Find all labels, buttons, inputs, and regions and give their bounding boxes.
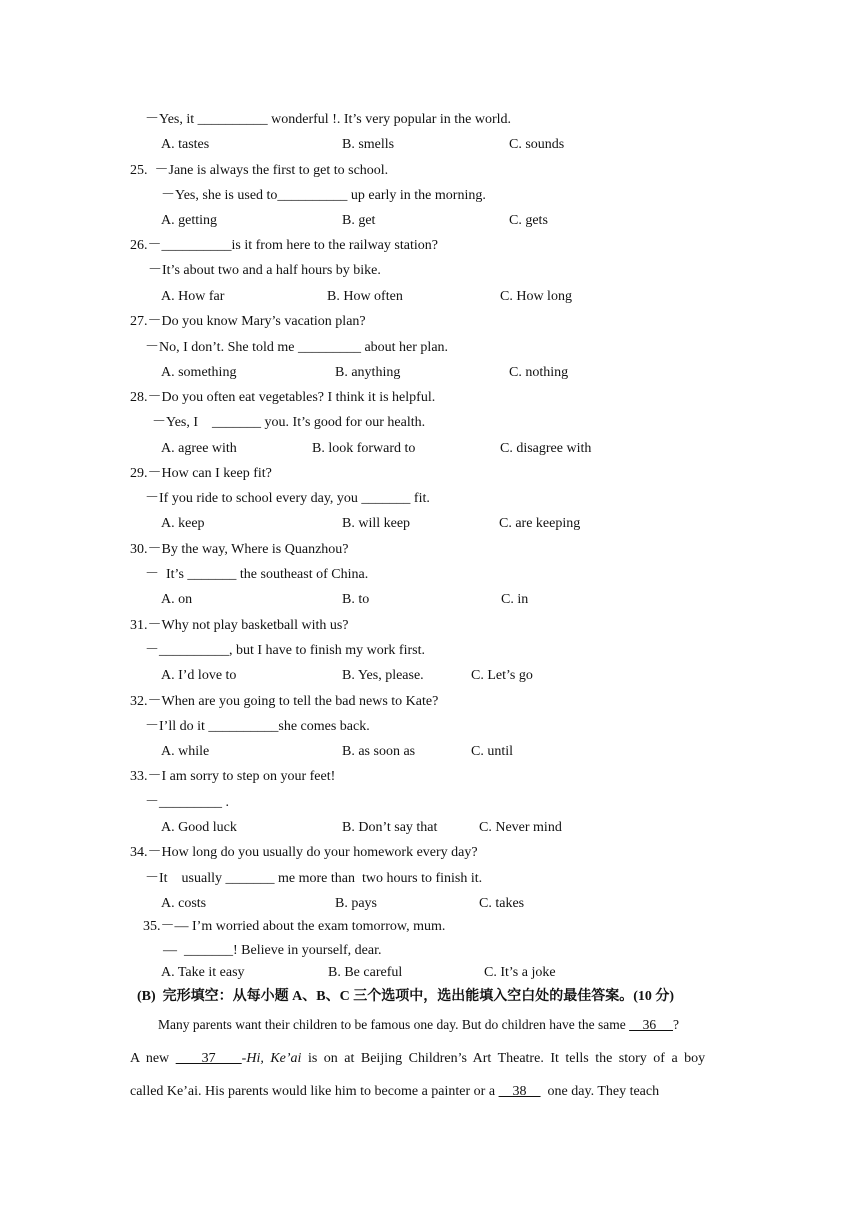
q29-option-a: A. keep bbox=[161, 516, 205, 531]
cloze-paragraph-line-1 bbox=[158, 1016, 679, 1034]
q32-reply: －I’ll do it __________she comes back. bbox=[145, 719, 370, 734]
section-b-heading: (B) 完形填空：从每小题 A、B、C 三个选项中，选出能填入空白处的最佳答案。(10 分) bbox=[137, 989, 675, 1004]
q30-reply: － It’s _______ the southeast of China. bbox=[145, 567, 369, 582]
q31-option-a: A. I’d love to bbox=[161, 668, 237, 683]
q30-option-a: A. on bbox=[161, 592, 193, 607]
q24-option-c: C. sounds bbox=[509, 137, 565, 152]
q31-option-b: B. Yes, please. bbox=[342, 668, 424, 683]
q34-option-a: A. costs bbox=[161, 896, 207, 911]
q24-reply: －Yes, it __________ wonderful !. It’s very popular in the world. bbox=[145, 112, 512, 127]
q24-option-a: A. tastes bbox=[161, 137, 210, 152]
q35-option-a: A. Take it easy bbox=[161, 965, 245, 980]
q26-reply: －It’s about two and a half hours by bike. bbox=[148, 263, 381, 278]
q28-option-b: B. look forward to bbox=[312, 441, 416, 456]
q25-prompt: 25. －Jane is always the first to get to school. bbox=[130, 163, 389, 178]
q29-option-b: B. will keep bbox=[342, 516, 411, 531]
q27-option-a: A. something bbox=[161, 365, 237, 380]
blank-36: 36 bbox=[629, 1017, 673, 1032]
q29-reply: －If you ride to school every day, you _______ fit. bbox=[145, 491, 430, 506]
q25-option-a: A. getting bbox=[161, 213, 217, 228]
q25-option-b: B. get bbox=[342, 213, 376, 228]
q27-option-b: B. anything bbox=[335, 365, 401, 380]
q30-option-c: C. in bbox=[501, 592, 529, 607]
q34-reply: －It usually _______ me more than two hours to finish it. bbox=[145, 871, 483, 886]
q31-reply: －__________, but I have to finish my work first. bbox=[145, 643, 425, 658]
q32-option-c: C. until bbox=[471, 744, 514, 759]
q26-prompt: 26.－__________is it from here to the railway station? bbox=[130, 238, 438, 253]
q27-reply: －No, I don’t. She told me _________ about her plan. bbox=[145, 340, 449, 355]
q28-prompt: 28.－Do you often eat vegetables? I think it is helpful. bbox=[130, 390, 436, 405]
blank-37: 37 bbox=[175, 1051, 242, 1066]
cloze-text: is on at Beijing Children’s Art Theatre. It tells the story of a boy bbox=[301, 1051, 706, 1066]
cloze-text: Many parents want their children to be famous one day. But do children have the same bbox=[158, 1017, 630, 1032]
cloze-paragraph-line-3 bbox=[130, 1083, 659, 1101]
q31-option-c: C. Let’s go bbox=[471, 668, 533, 683]
q35-option-c: C. It’s a joke bbox=[484, 965, 556, 980]
q28-option-a: A. agree with bbox=[161, 441, 237, 456]
q26-option-a: A. How far bbox=[161, 289, 225, 304]
q24-option-b: B. smells bbox=[342, 137, 395, 152]
cloze-text: A new bbox=[130, 1051, 176, 1066]
q33-option-c: C. Never mind bbox=[479, 820, 562, 835]
q35-option-b: B. Be careful bbox=[328, 965, 403, 980]
q26-option-c: C. How long bbox=[500, 289, 572, 304]
cloze-text: called Ke’ai. His parents would like him to become a painter or a bbox=[130, 1084, 499, 1099]
q35-prompt: 35.－— I’m worried about the exam tomorrow, mum. bbox=[143, 919, 446, 934]
q25-option-c: C. gets bbox=[509, 213, 548, 228]
q27-prompt: 27.－Do you know Mary’s vacation plan? bbox=[130, 314, 366, 329]
q33-option-b: B. Don’t say that bbox=[342, 820, 438, 835]
q35-reply: — _______! Believe in yourself, dear. bbox=[163, 943, 382, 958]
q25-reply: －Yes, she is used to__________ up early in the morning. bbox=[161, 188, 486, 203]
q27-option-c: C. nothing bbox=[509, 365, 569, 380]
q32-option-a: A. while bbox=[161, 744, 210, 759]
cloze-text: one day. They teach bbox=[540, 1084, 660, 1099]
cloze-paragraph-line-2 bbox=[130, 1050, 705, 1068]
q34-prompt: 34.－How long do you usually do your homework every day? bbox=[130, 845, 478, 860]
cloze-text: ? bbox=[672, 1017, 679, 1032]
q26-option-b: B. How often bbox=[327, 289, 403, 304]
q30-prompt: 30.－By the way, Where is Quanzhou? bbox=[130, 542, 349, 557]
q32-prompt: 32.－When are you going to tell the bad news to Kate? bbox=[130, 694, 439, 709]
q33-option-a: A. Good luck bbox=[161, 820, 237, 835]
q28-option-c: C. disagree with bbox=[500, 441, 592, 456]
q29-prompt: 29.－How can I keep fit? bbox=[130, 466, 272, 481]
q33-prompt: 33.－I am sorry to step on your feet! bbox=[130, 769, 336, 784]
q29-option-c: C. are keeping bbox=[499, 516, 581, 531]
play-title: -Hi, Ke’ai bbox=[241, 1051, 302, 1066]
q31-prompt: 31.－Why not play basketball with us? bbox=[130, 618, 349, 633]
q28-reply: －Yes, I _______ you. It’s good for our health. bbox=[152, 415, 426, 430]
q33-reply: －_________ . bbox=[145, 795, 229, 810]
q32-option-b: B. as soon as bbox=[342, 744, 416, 759]
q30-option-b: B. to bbox=[342, 592, 370, 607]
q34-option-c: C. takes bbox=[479, 896, 525, 911]
q34-option-b: B. pays bbox=[335, 896, 377, 911]
blank-38: 38 bbox=[498, 1084, 541, 1099]
